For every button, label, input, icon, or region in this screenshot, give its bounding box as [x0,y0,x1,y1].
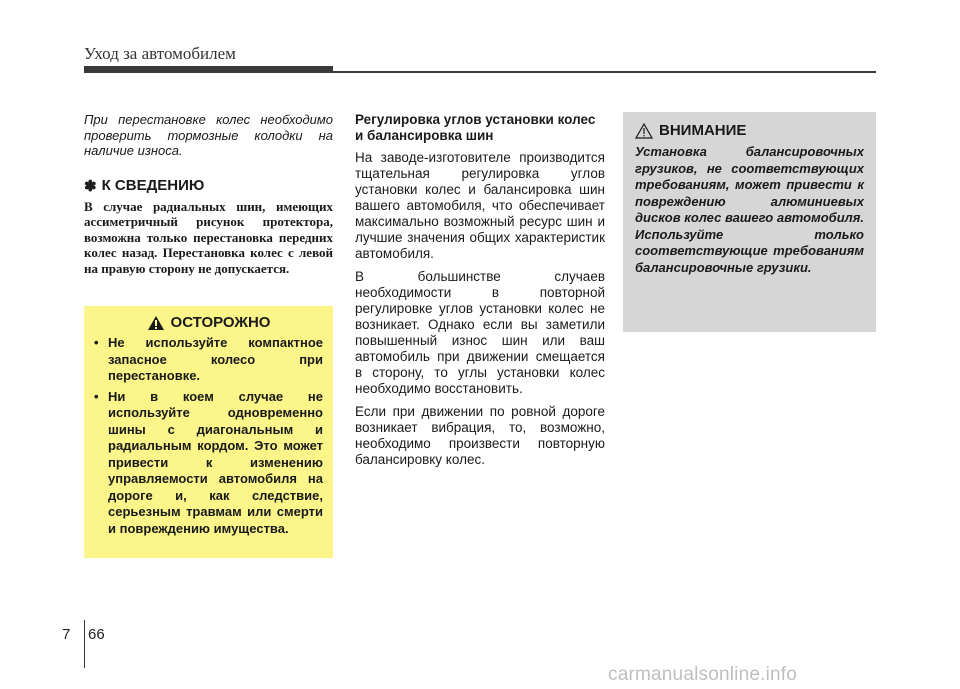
warning-box [623,112,876,332]
caution-item [94,335,323,385]
body-paragraph: На заводе-изготовителе производится тщательная регулировка углов установки колес и балансировка шин вашего автомобиля, что обеспечивает максимально возможный ресурс шин и лучшие значения общих характеристик автомобиля. [355,150,605,261]
caution-item [94,389,323,538]
caution-item-text: Не используйте компактное запасное колесо при перестановке. [108,335,323,383]
page-header-title: Уход за автомобилем [84,44,236,63]
caution-box [84,306,333,558]
bullet: • [94,388,99,404]
warning-triangle-icon [635,123,653,139]
warning-heading [635,122,864,139]
section-heading: Регулировка углов установки колес и балансировка шин [355,112,596,143]
footer-divider [84,620,85,668]
chapter-number: 7 [62,626,71,643]
body-paragraph: Если при движении по ровной дороге возникает вибрация, то, возможно, необходимо произвести повторную балансировку колес. [355,404,605,467]
note-symbol-icon: ✽ [84,177,97,195]
note-body: В случае радиальных шин, имеющих ассиметричный рисунок протектора, возможна только перестановка передних колес назад. Перестановка колес с левой на правую сторону не допускается. [84,198,333,276]
header-rule-thick [84,66,333,73]
warning-triangle-icon [147,315,165,331]
body-paragraph: В большинстве случаев необходимости в повторной регулировке углов установки колес не возникает. Однако если вы заметили повышенный износ шин или ваш автомобиль при движении смещается в сторону, то углы установки колес необходимо восстановить. [355,269,605,396]
left-column [84,112,333,276]
note-title: К СВЕДЕНИЮ [101,177,205,194]
page-number: 66 [88,626,105,643]
caution-item-text: Ни в коем случае не используйте одновременно шины с диагональным и радиальным кордом. Это может привести к изменению управляемости автомобиля на дороге и, как следствие, серьезным травмам или смерти и повреждению имущества. [108,388,323,536]
bullet: • [94,335,99,350]
watermark-text: carmanualsonline.info [608,664,798,685]
middle-column [355,112,605,475]
intro-paragraph: При перестановке колес необходимо проверить тормозные колодки на наличие износа. [84,112,333,158]
caution-heading [94,314,323,331]
warning-body: Установка балансировочных грузиков, не соответствующих требованиям, может привести к повреждению алюминиевых дисков колес вашего автомобиля. Используйте только соответствующие требованиям балансировочные грузики. [635,144,864,275]
header-rule-thin [333,71,876,73]
note-heading [84,177,333,195]
warning-title: ВНИМАНИЕ [659,122,747,139]
caution-title: ОСТОРОЖНО [170,314,271,331]
caution-list [94,335,323,537]
